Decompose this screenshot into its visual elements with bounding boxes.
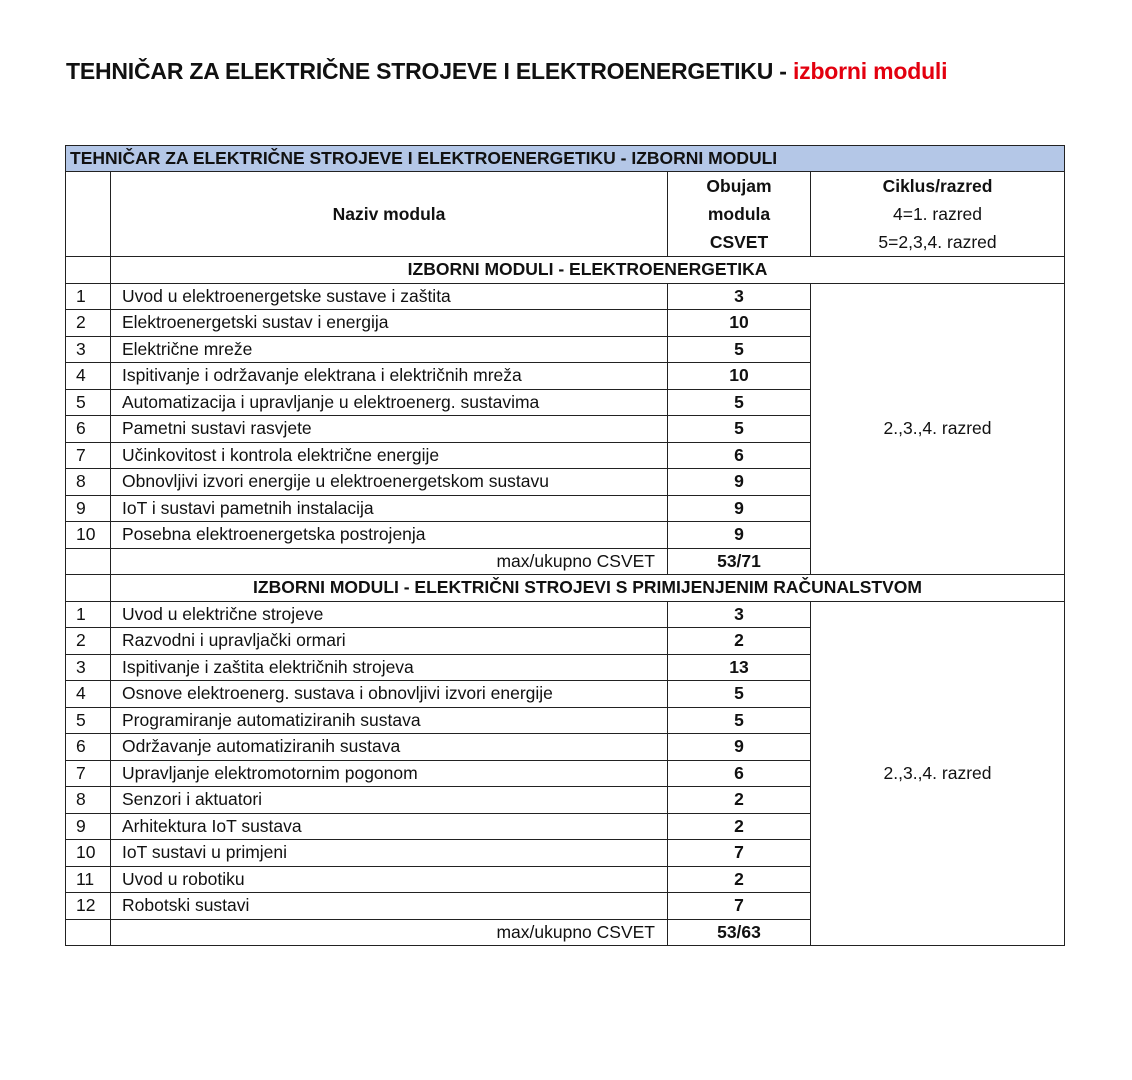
table-heading: TEHNIČAR ZA ELEKTRIČNE STROJEVE I ELEKTROENERGETIKU - IZBORNI MODULI <box>66 146 1065 172</box>
header-volume-line-1: Obujam <box>706 176 772 196</box>
row-module-name: Osnove elektroenerg. sustava i obnovljivi izvori energije <box>111 681 668 708</box>
row-number: 1 <box>66 601 111 628</box>
row-csvet-value: 2 <box>668 628 811 655</box>
header-module-volume <box>668 172 811 257</box>
row-module-name: Uvod u elektroenergetske sustave i zaštita <box>111 283 668 310</box>
row-csvet-value: 5 <box>668 336 811 363</box>
table-row <box>66 601 1065 628</box>
row-csvet-value: 3 <box>668 283 811 310</box>
header-volume-line-2: modula <box>707 204 771 224</box>
row-module-name: Ispitivanje i održavanje elektrana i električnih mreža <box>111 363 668 390</box>
row-number: 3 <box>66 336 111 363</box>
row-number: 10 <box>66 522 111 549</box>
row-module-name: Razvodni i upravljački ormari <box>111 628 668 655</box>
total-number-cell <box>66 919 111 946</box>
header-cycle-line-1: Ciklus/razred <box>882 176 993 196</box>
row-number: 8 <box>66 469 111 496</box>
row-module-name: Programiranje automatiziranih sustava <box>111 707 668 734</box>
section-cycle: 2.,3.,4. razred <box>811 283 1065 575</box>
row-module-name: Robotski sustavi <box>111 893 668 920</box>
page-title-main: TEHNIČAR ZA ELEKTRIČNE STROJEVE I ELEKTROENERGETIKU - <box>66 58 793 84</box>
header-volume-line-3: CSVET <box>709 232 769 252</box>
section-title-row <box>66 257 1065 284</box>
total-number-cell <box>66 548 111 575</box>
row-csvet-value: 7 <box>668 840 811 867</box>
row-number: 7 <box>66 760 111 787</box>
section-cycle: 2.,3.,4. razred <box>811 601 1065 946</box>
row-number: 4 <box>66 363 111 390</box>
table-row <box>66 283 1065 310</box>
page-title <box>66 58 947 85</box>
row-number: 1 <box>66 283 111 310</box>
row-module-name: Održavanje automatiziranih sustava <box>111 734 668 761</box>
row-module-name: Uvod u električne strojeve <box>111 601 668 628</box>
row-module-name: IoT i sustavi pametnih instalacija <box>111 495 668 522</box>
section-title: IZBORNI MODULI - ELEKTROENERGETIKA <box>111 257 1065 284</box>
section-title-row <box>66 575 1065 602</box>
row-number: 3 <box>66 654 111 681</box>
total-label: max/ukupno CSVET <box>111 919 668 946</box>
row-module-name: Senzori i aktuatori <box>111 787 668 814</box>
header-cycle <box>811 172 1065 257</box>
row-number: 8 <box>66 787 111 814</box>
row-csvet-value: 2 <box>668 866 811 893</box>
section-number-cell <box>66 257 111 284</box>
row-csvet-value: 7 <box>668 893 811 920</box>
row-csvet-value: 2 <box>668 813 811 840</box>
row-number: 7 <box>66 442 111 469</box>
section-title: IZBORNI MODULI - ELEKTRIČNI STROJEVI S PRIMIJENJENIM RAČUNALSTVOM <box>111 575 1065 602</box>
row-module-name: Ispitivanje i zaštita električnih strojeva <box>111 654 668 681</box>
row-csvet-value: 6 <box>668 442 811 469</box>
row-module-name: Posebna elektroenergetska postrojenja <box>111 522 668 549</box>
row-module-name: Automatizacija i upravljanje u elektroenerg. sustavima <box>111 389 668 416</box>
row-number: 2 <box>66 310 111 337</box>
row-module-name: Arhitektura IoT sustava <box>111 813 668 840</box>
row-csvet-value: 9 <box>668 469 811 496</box>
row-csvet-value: 5 <box>668 416 811 443</box>
row-number: 12 <box>66 893 111 920</box>
row-number: 11 <box>66 866 111 893</box>
modules-table <box>65 145 1065 946</box>
row-module-name: Uvod u robotiku <box>111 866 668 893</box>
total-value: 53/63 <box>668 919 811 946</box>
row-csvet-value: 10 <box>668 363 811 390</box>
row-number: 6 <box>66 416 111 443</box>
header-number-cell <box>66 172 111 257</box>
row-csvet-value: 9 <box>668 495 811 522</box>
row-csvet-value: 3 <box>668 601 811 628</box>
row-module-name: Učinkovitost i kontrola električne energije <box>111 442 668 469</box>
row-number: 5 <box>66 707 111 734</box>
row-module-name: Obnovljivi izvori energije u elektroenergetskom sustavu <box>111 469 668 496</box>
table-heading-row <box>66 146 1065 172</box>
row-module-name: IoT sustavi u primjeni <box>111 840 668 867</box>
row-csvet-value: 5 <box>668 389 811 416</box>
row-module-name: Pametni sustavi rasvjete <box>111 416 668 443</box>
row-number: 2 <box>66 628 111 655</box>
modules-table-body <box>66 146 1065 946</box>
total-label: max/ukupno CSVET <box>111 548 668 575</box>
row-number: 9 <box>66 495 111 522</box>
row-csvet-value: 9 <box>668 522 811 549</box>
row-csvet-value: 6 <box>668 760 811 787</box>
section-number-cell <box>66 575 111 602</box>
row-module-name: Električne mreže <box>111 336 668 363</box>
header-cycle-line-2: 4=1. razred <box>893 204 983 224</box>
row-csvet-value: 13 <box>668 654 811 681</box>
header-module-name: Naziv modula <box>111 172 668 257</box>
row-csvet-value: 2 <box>668 787 811 814</box>
row-number: 4 <box>66 681 111 708</box>
row-csvet-value: 5 <box>668 707 811 734</box>
row-number: 9 <box>66 813 111 840</box>
row-module-name: Elektroenergetski sustav i energija <box>111 310 668 337</box>
column-header-row <box>66 172 1065 257</box>
row-number: 6 <box>66 734 111 761</box>
row-csvet-value: 10 <box>668 310 811 337</box>
row-module-name: Upravljanje elektromotornim pogonom <box>111 760 668 787</box>
row-number: 5 <box>66 389 111 416</box>
total-value: 53/71 <box>668 548 811 575</box>
row-number: 10 <box>66 840 111 867</box>
header-cycle-line-3: 5=2,3,4. razred <box>878 232 997 252</box>
row-csvet-value: 5 <box>668 681 811 708</box>
page-title-accent: izborni moduli <box>792 58 948 84</box>
row-csvet-value: 9 <box>668 734 811 761</box>
